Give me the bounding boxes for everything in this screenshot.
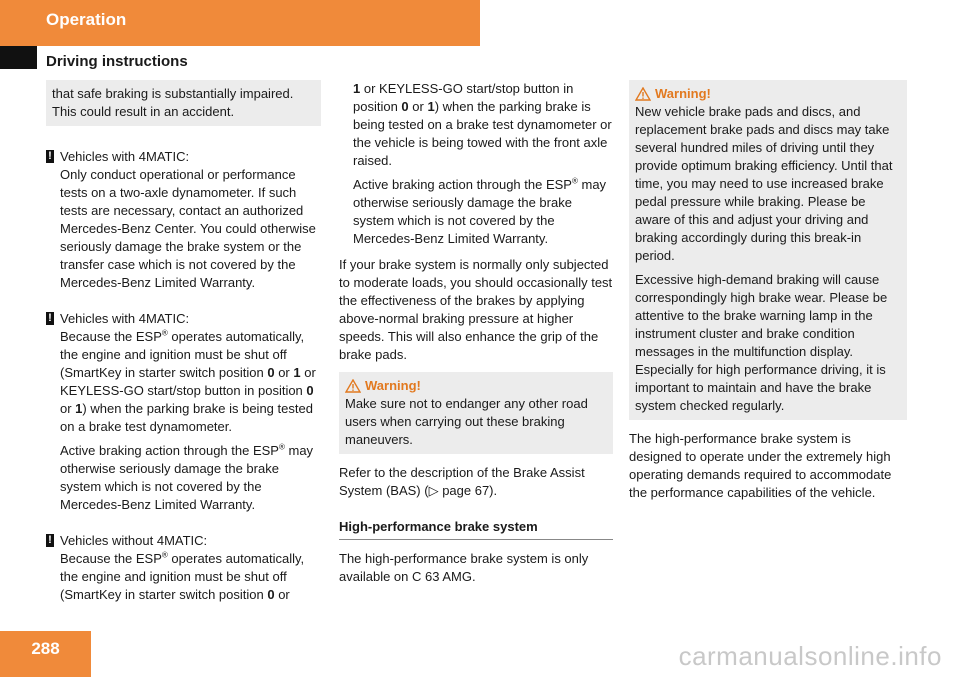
body-paragraph: The high-performance brake system is only available on C 63 AMG. [339,551,589,584]
warning-triangle-icon [635,87,651,101]
page-number-box [0,631,91,677]
warning-text: Excessive high-demand braking will cause correspondingly high brake wear. Please be attentive to the brake warning lamp in the instrument cluster and brake condition messages in the multifunction display. Especially for high performance driving, it is important to maintain and have the brake system checked regularly. [635,272,888,413]
exclamation-icon: ! [46,534,54,547]
page-section-title: Operation [46,10,127,29]
note-without-4matic [46,532,321,604]
page-subtitle: Driving instructions [46,53,188,70]
page-number: 288 [31,639,60,658]
column-2 [339,80,613,586]
note-heading: Vehicles with 4MATIC: [60,311,190,326]
note-heading: Vehicles with 4MATIC: [60,149,190,164]
warning-text: Make sure not to endanger any other road users when carrying out these braking maneuvers. [345,396,588,447]
section-heading: High-performance brake system [339,518,613,540]
note-continuation [339,80,613,248]
header-bar [0,0,480,46]
note-text: Active braking action through the ESP® may otherwise seriously damage the brake system which is not covered by the Mercedes-Benz Limited Warranty. [353,176,607,246]
body-paragraph: If your brake system is normally only subjected to moderate loads, you should occasionally test the effectiveness of the brakes by applying above-normal braking pressure at higher speeds. This will also enhance the grip of the brake pads. [339,257,613,362]
column-3 [629,80,907,502]
page-ref-arrow-icon: ▷ [428,483,439,498]
note-4matic-dynamometer [46,148,321,292]
body-paragraph: The high-performance brake system is designed to operate under the extremely high operating demands required to accommodate the performance capabilities of the vehicle. [629,431,892,500]
note-text: Because the ESP® operates automatically, the engine and ignition must be shut off (SmartKey in starter switch position 0 or [60,550,305,602]
cross-reference: Refer to the description of the Brake Assist System (BAS) (▷ page 67). [339,465,585,498]
note-4matic-esp [46,310,321,514]
section-marker [0,46,37,69]
note-text: Only conduct operational or performance tests on a two-axle dynamometer. If such tests are necessary, contact an authorized Mercedes-Benz Center. You could otherwise seriously damage the brake system or the transfer case which is not covered by the Mercedes-Benz Limited Warranty. [60,167,316,290]
warning-triangle-icon [345,379,361,393]
warning-heading: Warning! [345,377,607,395]
note-text: 1 or KEYLESS-GO start/stop button in position 0 or 1) when the parking brake is being tested on a brake test dynamometer or the vehicle is being towed with the front axle raised. [353,81,612,168]
warning-box [339,372,613,454]
warning-continuation-box [46,80,321,126]
warning-box [629,80,907,420]
column-1 [46,80,321,604]
note-text: Active braking action through the ESP® may otherwise seriously damage the brake system which is not covered by the Mercedes-Benz Limited Warranty. [60,442,314,512]
warning-continuation-text: that safe braking is substantially impaired. This could result in an accident. [52,86,294,119]
note-heading: Vehicles without 4MATIC: [60,533,208,548]
watermark: carmanualsonline.info [678,641,942,671]
exclamation-icon: ! [46,150,54,163]
warning-heading: Warning! [635,85,901,103]
warning-text: New vehicle brake pads and discs, and replacement brake pads and discs may take several hundred miles of driving until they provide optimum braking efficiency. Until that time, you may need to use increased brake pedal pressure while braking. Please be aware of this and adjust your driving and braking accordingly during this break-in period. [635,104,893,263]
note-text: Because the ESP® operates automatically, the engine and ignition must be shut off (SmartKey in starter switch position 0 or 1 or KEYLESS-GO start/stop button in position 0 or 1) when the parking brake is being tested on a brake test dynamometer. [60,328,316,434]
exclamation-icon: ! [46,312,54,325]
